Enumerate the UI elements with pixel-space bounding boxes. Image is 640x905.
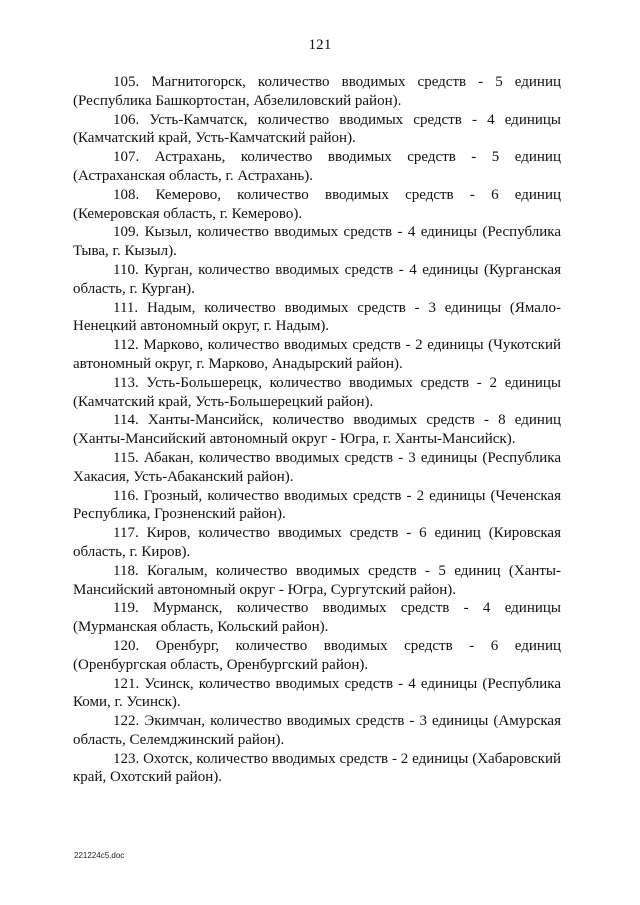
list-item <box>73 524 561 562</box>
list-item <box>73 487 561 525</box>
list-item <box>73 299 561 337</box>
list-item <box>73 111 561 149</box>
list-item <box>73 374 561 412</box>
list-item <box>73 712 561 750</box>
list-item <box>73 186 561 224</box>
list-item <box>73 675 561 713</box>
list-item <box>73 148 561 186</box>
list-item <box>73 411 561 449</box>
list-item <box>73 562 561 600</box>
entry-text: 108. Кемерово, количество вводимых средств - 6 единиц (Кемеровская область, г. Кемерово). <box>73 186 561 222</box>
entry-text: 117. Киров, количество вводимых средств - 6 единиц (Кировская область, г. Киров). <box>73 525 561 560</box>
entry-text: 112. Марково, количество вводимых средств - 2 единицы (Чукотский автономный округ, г. Марково, Анадырский район). <box>73 337 561 372</box>
entry-text: 121. Усинск, количество вводимых средств - 4 единицы (Республика Коми, г. Усинск). <box>73 675 561 711</box>
entry-text: 114. Ханты-Мансийск, количество вводимых средств - 8 единиц (Ханты-Мансийский автономный округ - Югра, г. Ханты-Мансийск). <box>73 412 561 448</box>
list-item <box>73 449 561 487</box>
entry-text: 109. Кызыл, количество вводимых средств - 4 единицы (Республика Тыва, г. Кызыл). <box>73 224 561 260</box>
entry-text: 107. Астрахань, количество вводимых средств - 5 единиц (Астраханская область, г. Астрахань). <box>73 149 561 184</box>
entry-text: 122. Экимчан, количество вводимых средств - 3 единицы (Амурская область, Селемджинский район). <box>73 713 561 748</box>
list-item <box>73 599 561 637</box>
list-item <box>73 336 561 374</box>
entry-text: 123. Охотск, количество вводимых средств - 2 единицы (Хабаровский край, Охотский район). <box>73 750 561 786</box>
list-item <box>73 73 561 111</box>
page-number: 121 <box>308 37 332 53</box>
entry-text: 118. Когалым, количество вводимых средств - 5 единиц (Ханты-Мансийский автономный округ - Югра, Сургутский район). <box>73 562 561 598</box>
entry-text: 115. Абакан, количество вводимых средств - 3 единицы (Республика Хакасия, Усть-Абаканский район). <box>73 449 561 485</box>
entry-text: 106. Усть-Камчатск, количество вводимых средств - 4 единицы (Камчатский край, Усть-Камчатский район). <box>73 111 561 147</box>
list-item <box>73 750 561 788</box>
entry-text: 119. Мурманск, количество вводимых средств - 4 единицы (Мурманская область, Кольский район). <box>73 600 561 636</box>
entry-list <box>73 73 561 787</box>
list-item <box>73 637 561 675</box>
entry-text: 105. Магнитогорск, количество вводимых средств - 5 единиц (Республика Башкортостан, Абзелиловский район). <box>73 74 561 109</box>
entry-text: 111. Надым, количество вводимых средств - 3 единицы (Ямало-Ненецкий автономный округ, г. Надым). <box>73 299 561 335</box>
entry-text: 110. Курган, количество вводимых средств - 4 единицы (Курганская область, г. Курган). <box>73 261 561 297</box>
entry-text: 116. Грозный, количество вводимых средств - 2 единицы (Чеченская Республика, Грозненский район). <box>73 487 561 523</box>
list-item <box>73 261 561 299</box>
entry-text: 120. Оренбург, количество вводимых средств - 6 единиц (Оренбургская область, Оренбургский район). <box>73 637 561 673</box>
file-name-footer: 221224c5.doc <box>74 851 125 860</box>
entry-text: 113. Усть-Большерецк, количество вводимых средств - 2 единицы (Камчатский край, Усть-Большерецкий район). <box>73 374 561 410</box>
list-item <box>73 223 561 261</box>
